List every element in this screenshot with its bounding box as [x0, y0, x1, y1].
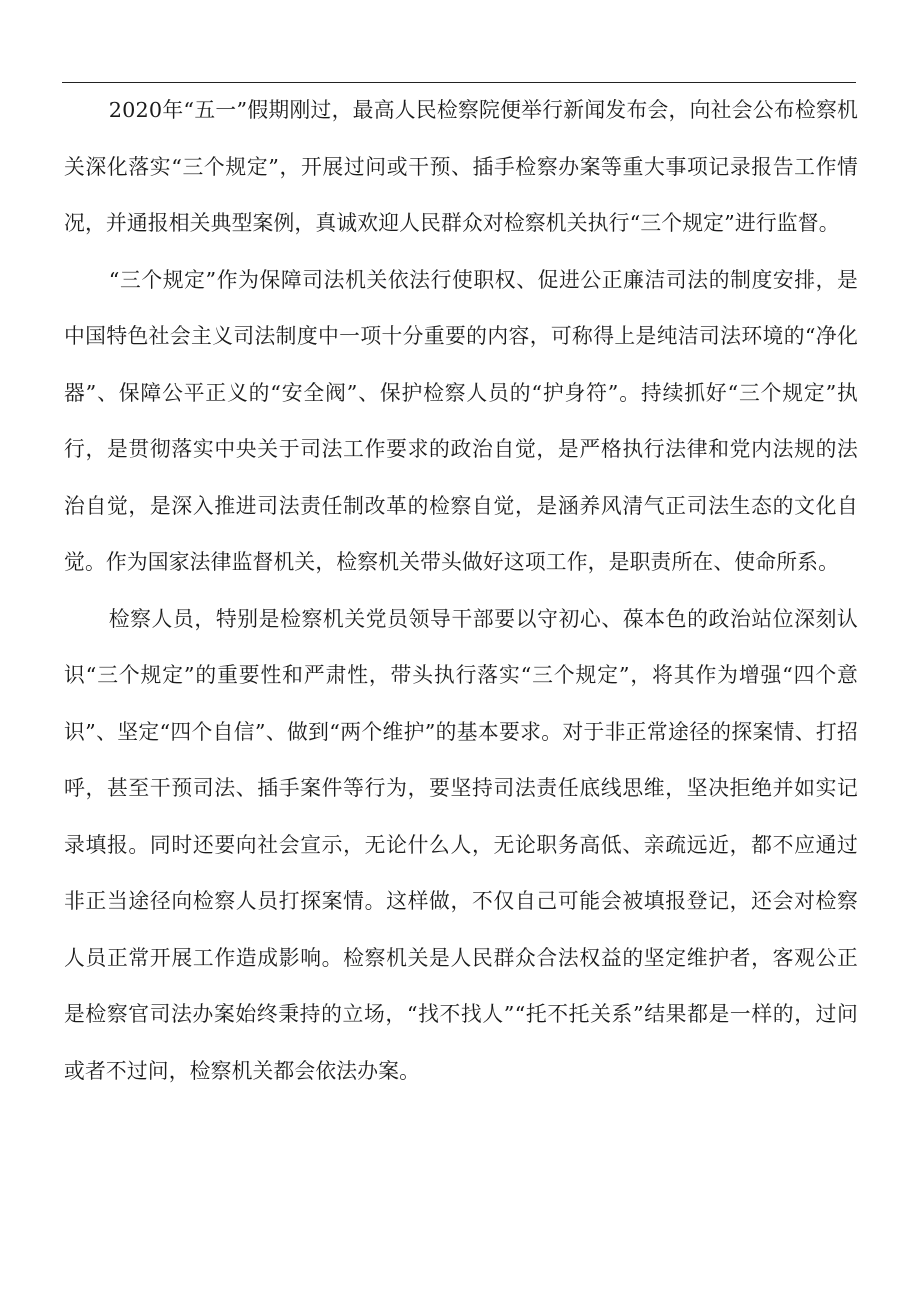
document-body	[64, 82, 858, 1099]
paragraph-2: “三个规定”作为保障司法机关依法行使职权、促进公正廉洁司法的制度安排，是中国特色社会主义司法制度中一项十分重要的内容，可称得上是纯洁司法环境的“净化器”、保障公平正义的“安全阀”、保护检察人员的“护身符”。持续抓好“三个规定”执行，是贯彻落实中央关于司法工作要求的政治自觉，是严格执行法律和党内法规的法治自觉，是深入推进司法责任制改革的检察自觉，是涵养风清气正司法生态的文化自觉。作为国家法律监督机关，检察机关带头做好这项工作，是职责所在、使命所系。	[64, 267, 858, 574]
paragraph-1: 2020年“五一”假期刚过，最高人民检察院便举行新闻发布会，向社会公布检察机关深化落实“三个规定”，开展过问或干预、插手检察办案等重大事项记录报告工作情况，并通报相关典型案例，真诚欢迎人民群众对检察机关执行“三个规定”进行监督。	[64, 98, 858, 235]
paragraph-3: 检察人员，特别是检察机关党员领导干部要以守初心、葆本色的政治站位深刻认识“三个规定”的重要性和严肃性，带头执行落实“三个规定”，将其作为增强“四个意识”、坚定“四个自信”、做到“两个维护”的基本要求。对于非正常途径的探案情、打招呼，甚至干预司法、插手案件等行为，要坚持司法责任底线思维，坚决拒绝并如实记录填报。同时还要向社会宣示，无论什么人，无论职务高低、亲疏远近，都不应通过非正当途径向检察人员打探案情。这样做，不仅自己可能会被填报登记，还会对检察人员正常开展工作造成影响。检察机关是人民群众合法权益的坚定维护者，客观公正是检察官司法办案始终秉持的立场，“找不找人”“托不托关系”结果都是一样的，过问或者不过问，检察机关都会依法办案。	[64, 606, 858, 1083]
